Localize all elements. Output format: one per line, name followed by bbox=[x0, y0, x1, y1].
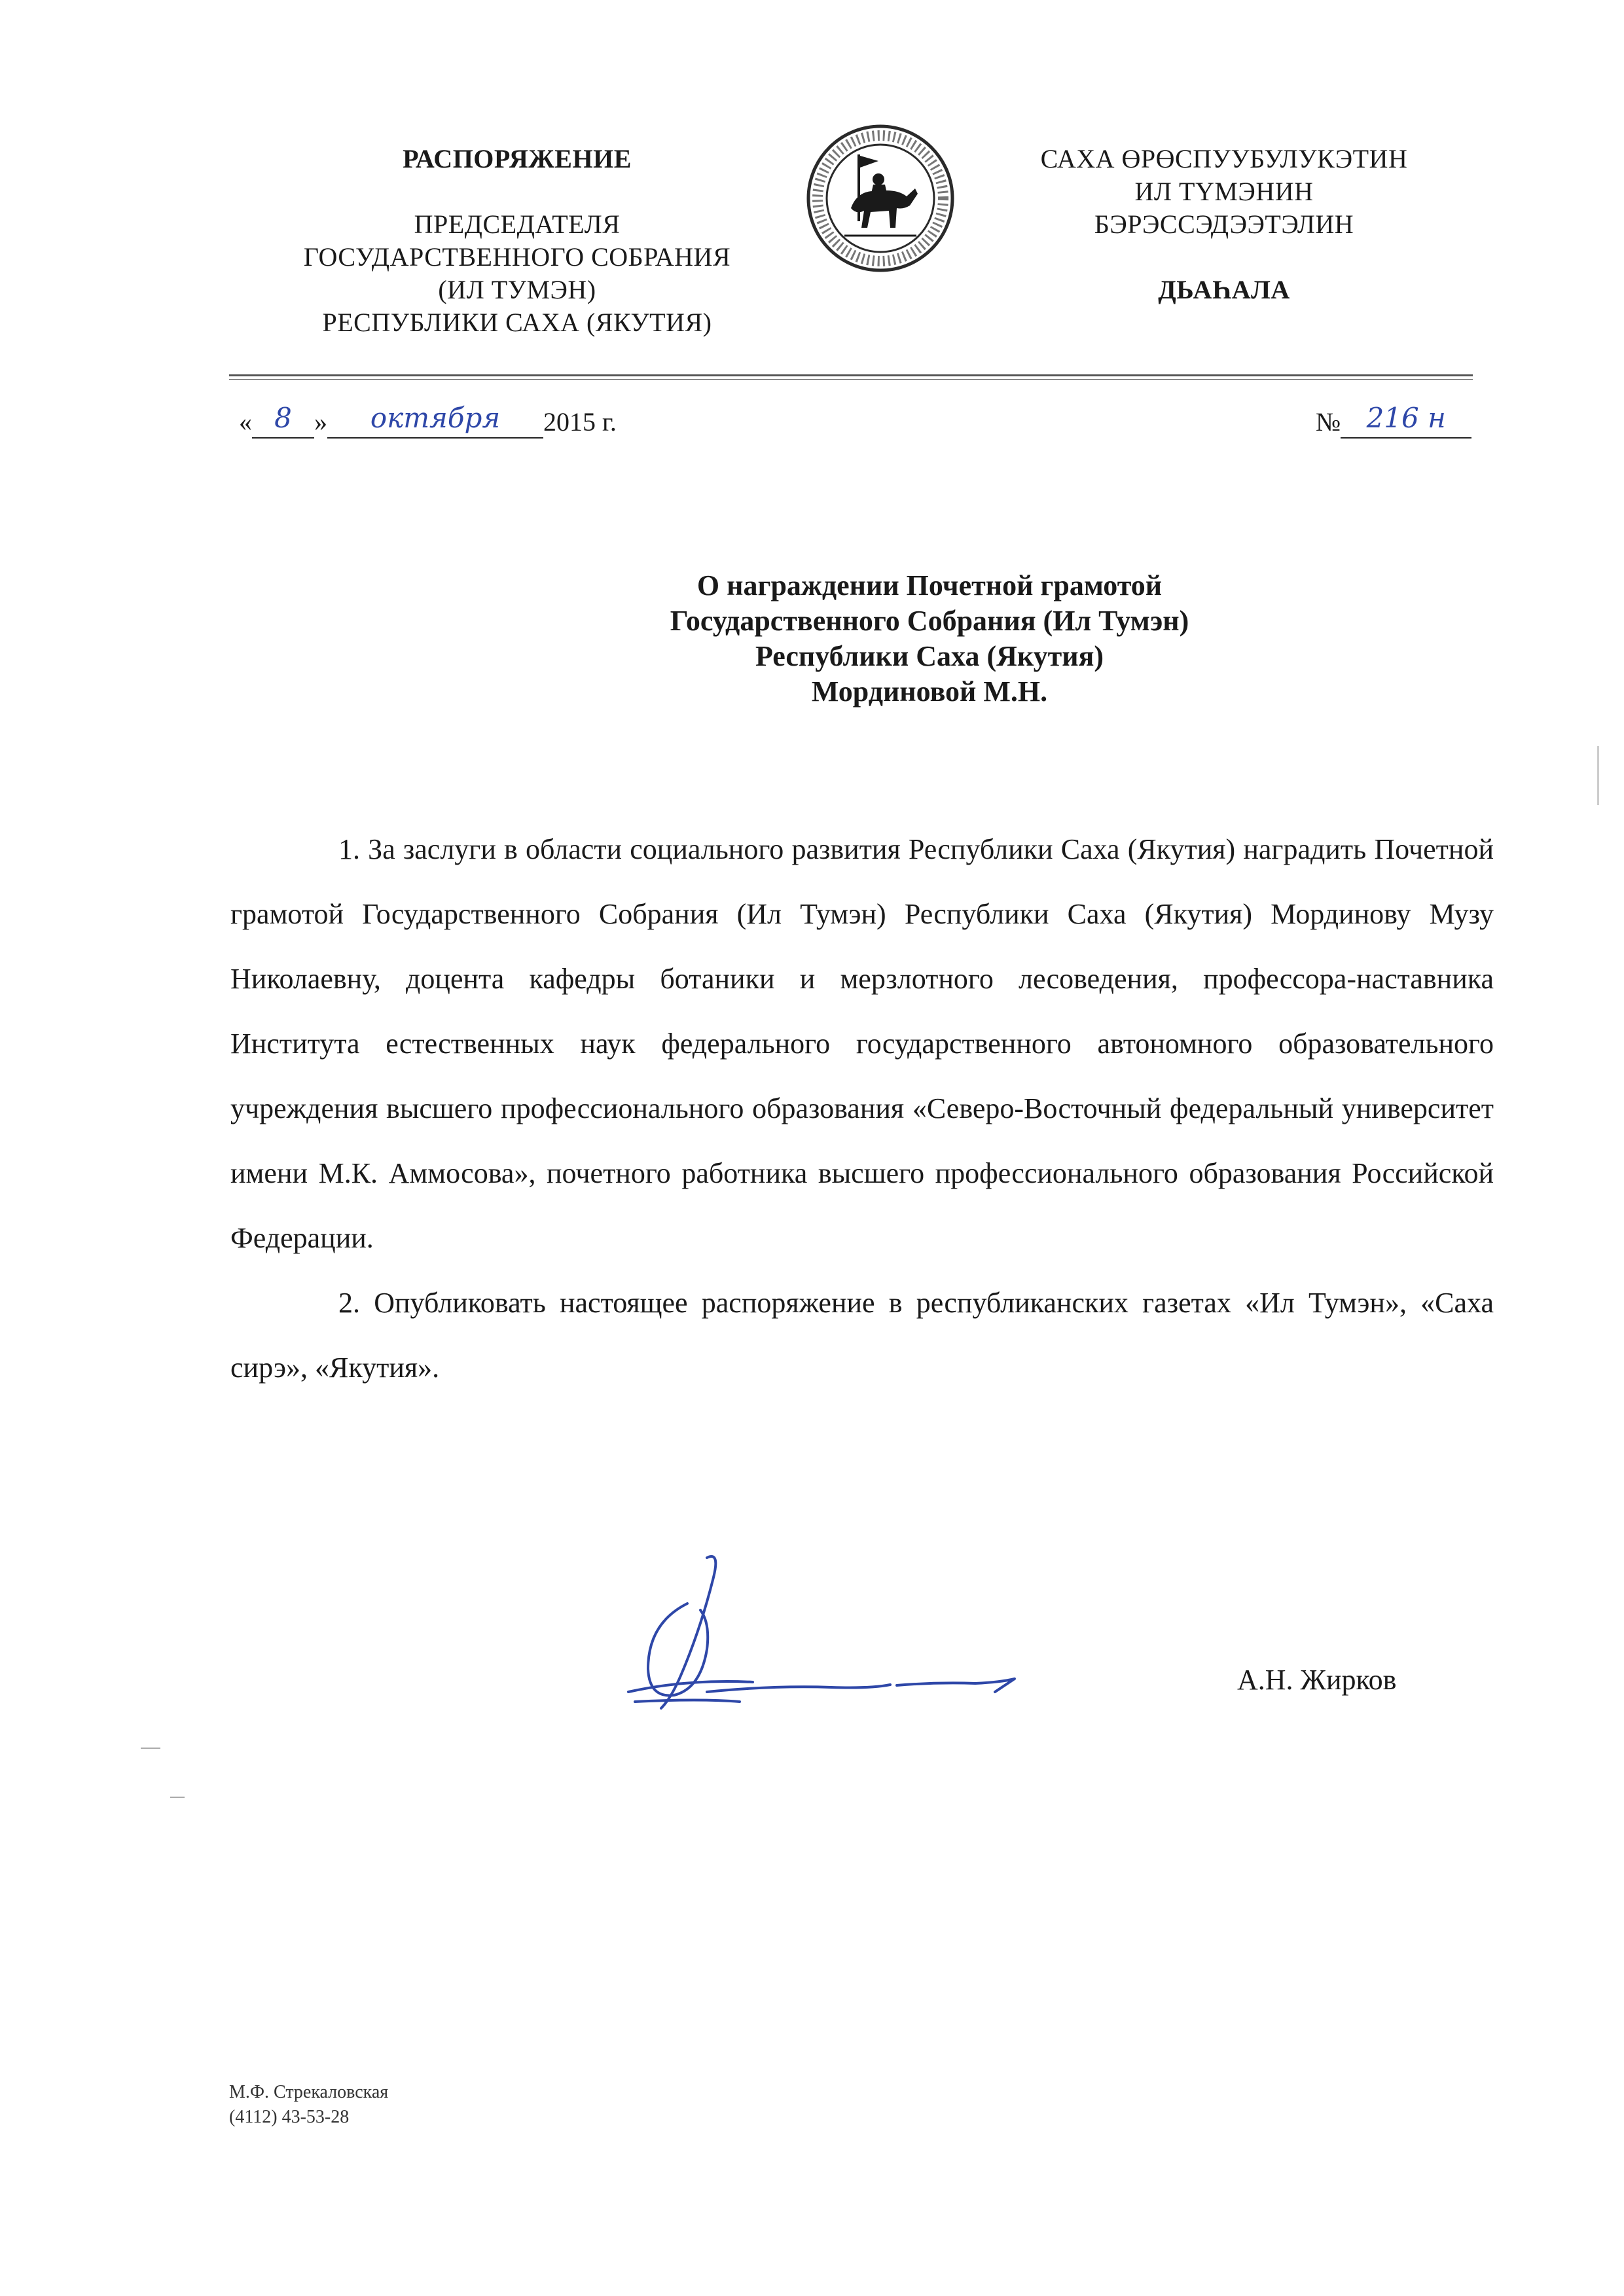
quote-close: » bbox=[314, 407, 327, 437]
document-title bbox=[419, 568, 1440, 709]
signer-name: А.Н. Жирков bbox=[1237, 1664, 1397, 1696]
number-blank bbox=[1341, 402, 1471, 439]
title-line-3: Республики Саха (Якутия) bbox=[755, 640, 1104, 672]
month-value: октября bbox=[370, 402, 501, 434]
title-line-4: Мординовой М.Н. bbox=[811, 675, 1048, 708]
issuer-line-3: (ИЛ ТУМЭН) bbox=[438, 275, 596, 304]
header-right-block bbox=[969, 143, 1479, 306]
number-field bbox=[1316, 402, 1471, 439]
header-left-block bbox=[216, 143, 818, 339]
year-text: 2015 г. bbox=[543, 407, 617, 437]
scan-speck bbox=[1597, 746, 1599, 805]
executor-block bbox=[229, 2080, 388, 2130]
month-blank bbox=[327, 402, 543, 439]
scan-speck bbox=[141, 1748, 160, 1749]
quote-open: « bbox=[239, 407, 252, 437]
issuer-sakha-line-3: БЭРЭССЭДЭЭТЭЛИН bbox=[1094, 209, 1354, 239]
issuer-sakha-line-1: САХА ӨРӨСПУУБУЛУКЭТИН bbox=[1040, 144, 1408, 173]
number-sign: № bbox=[1316, 407, 1341, 437]
issuer-line-2: ГОСУДАРСТВЕННОГО СОБРАНИЯ bbox=[303, 242, 731, 272]
executor-phone: (4112) 43-53-28 bbox=[229, 2107, 350, 2127]
number-value: 216 н bbox=[1366, 402, 1446, 434]
day-blank bbox=[252, 402, 314, 439]
issuer-line-4: РЕСПУБЛИКИ САХА (ЯКУТИЯ) bbox=[322, 308, 712, 337]
handwritten-signature-icon bbox=[609, 1551, 1028, 1728]
date-field bbox=[239, 402, 617, 439]
doc-type-sakha: ДЬАҺАЛА bbox=[1158, 275, 1290, 304]
issuer-sakha-line-2: ИЛ ТҮМЭНИН bbox=[1134, 177, 1314, 206]
coat-of-arms-sakha-icon bbox=[805, 123, 956, 274]
document-body bbox=[230, 817, 1494, 1400]
title-line-1: О награждении Почетной грамотой bbox=[696, 569, 1163, 601]
header-divider bbox=[229, 374, 1473, 380]
title-line-2: Государственного Собрания (Ил Тумэн) bbox=[670, 605, 1189, 637]
executor-name: М.Ф. Стрекаловская bbox=[229, 2082, 389, 2102]
day-value: 8 bbox=[274, 402, 292, 434]
doc-type-ru: РАСПОРЯЖЕНИЕ bbox=[403, 144, 632, 173]
scan-speck bbox=[170, 1797, 185, 1798]
issuer-line-1: ПРЕДСЕДАТЕЛЯ bbox=[414, 209, 621, 239]
paragraph-2: 2. Опубликовать настоящее распоряжение в республиканских газетах «Ил Тумэн», «Саха сирэ», «Якутия». bbox=[230, 1287, 1494, 1384]
paragraph-1: 1. За заслуги в области социального развития Республики Саха (Якутия) наградить Почетной грамотой Государственного Собрания (Ил Тумэн) Республики Саха (Якутия) Мординову Музу Николаевну, доцента кафедры ботаники и мерзлотного лесоведения, профессора-наставника Института естественных наук федерального государственного автономного образовательного учреждения высшего профессионального образования «Северо-Восточный федеральный университет имени М.К. Аммосова», почетного работника высшего профессионального образования Российской Федерации. bbox=[230, 833, 1494, 1254]
